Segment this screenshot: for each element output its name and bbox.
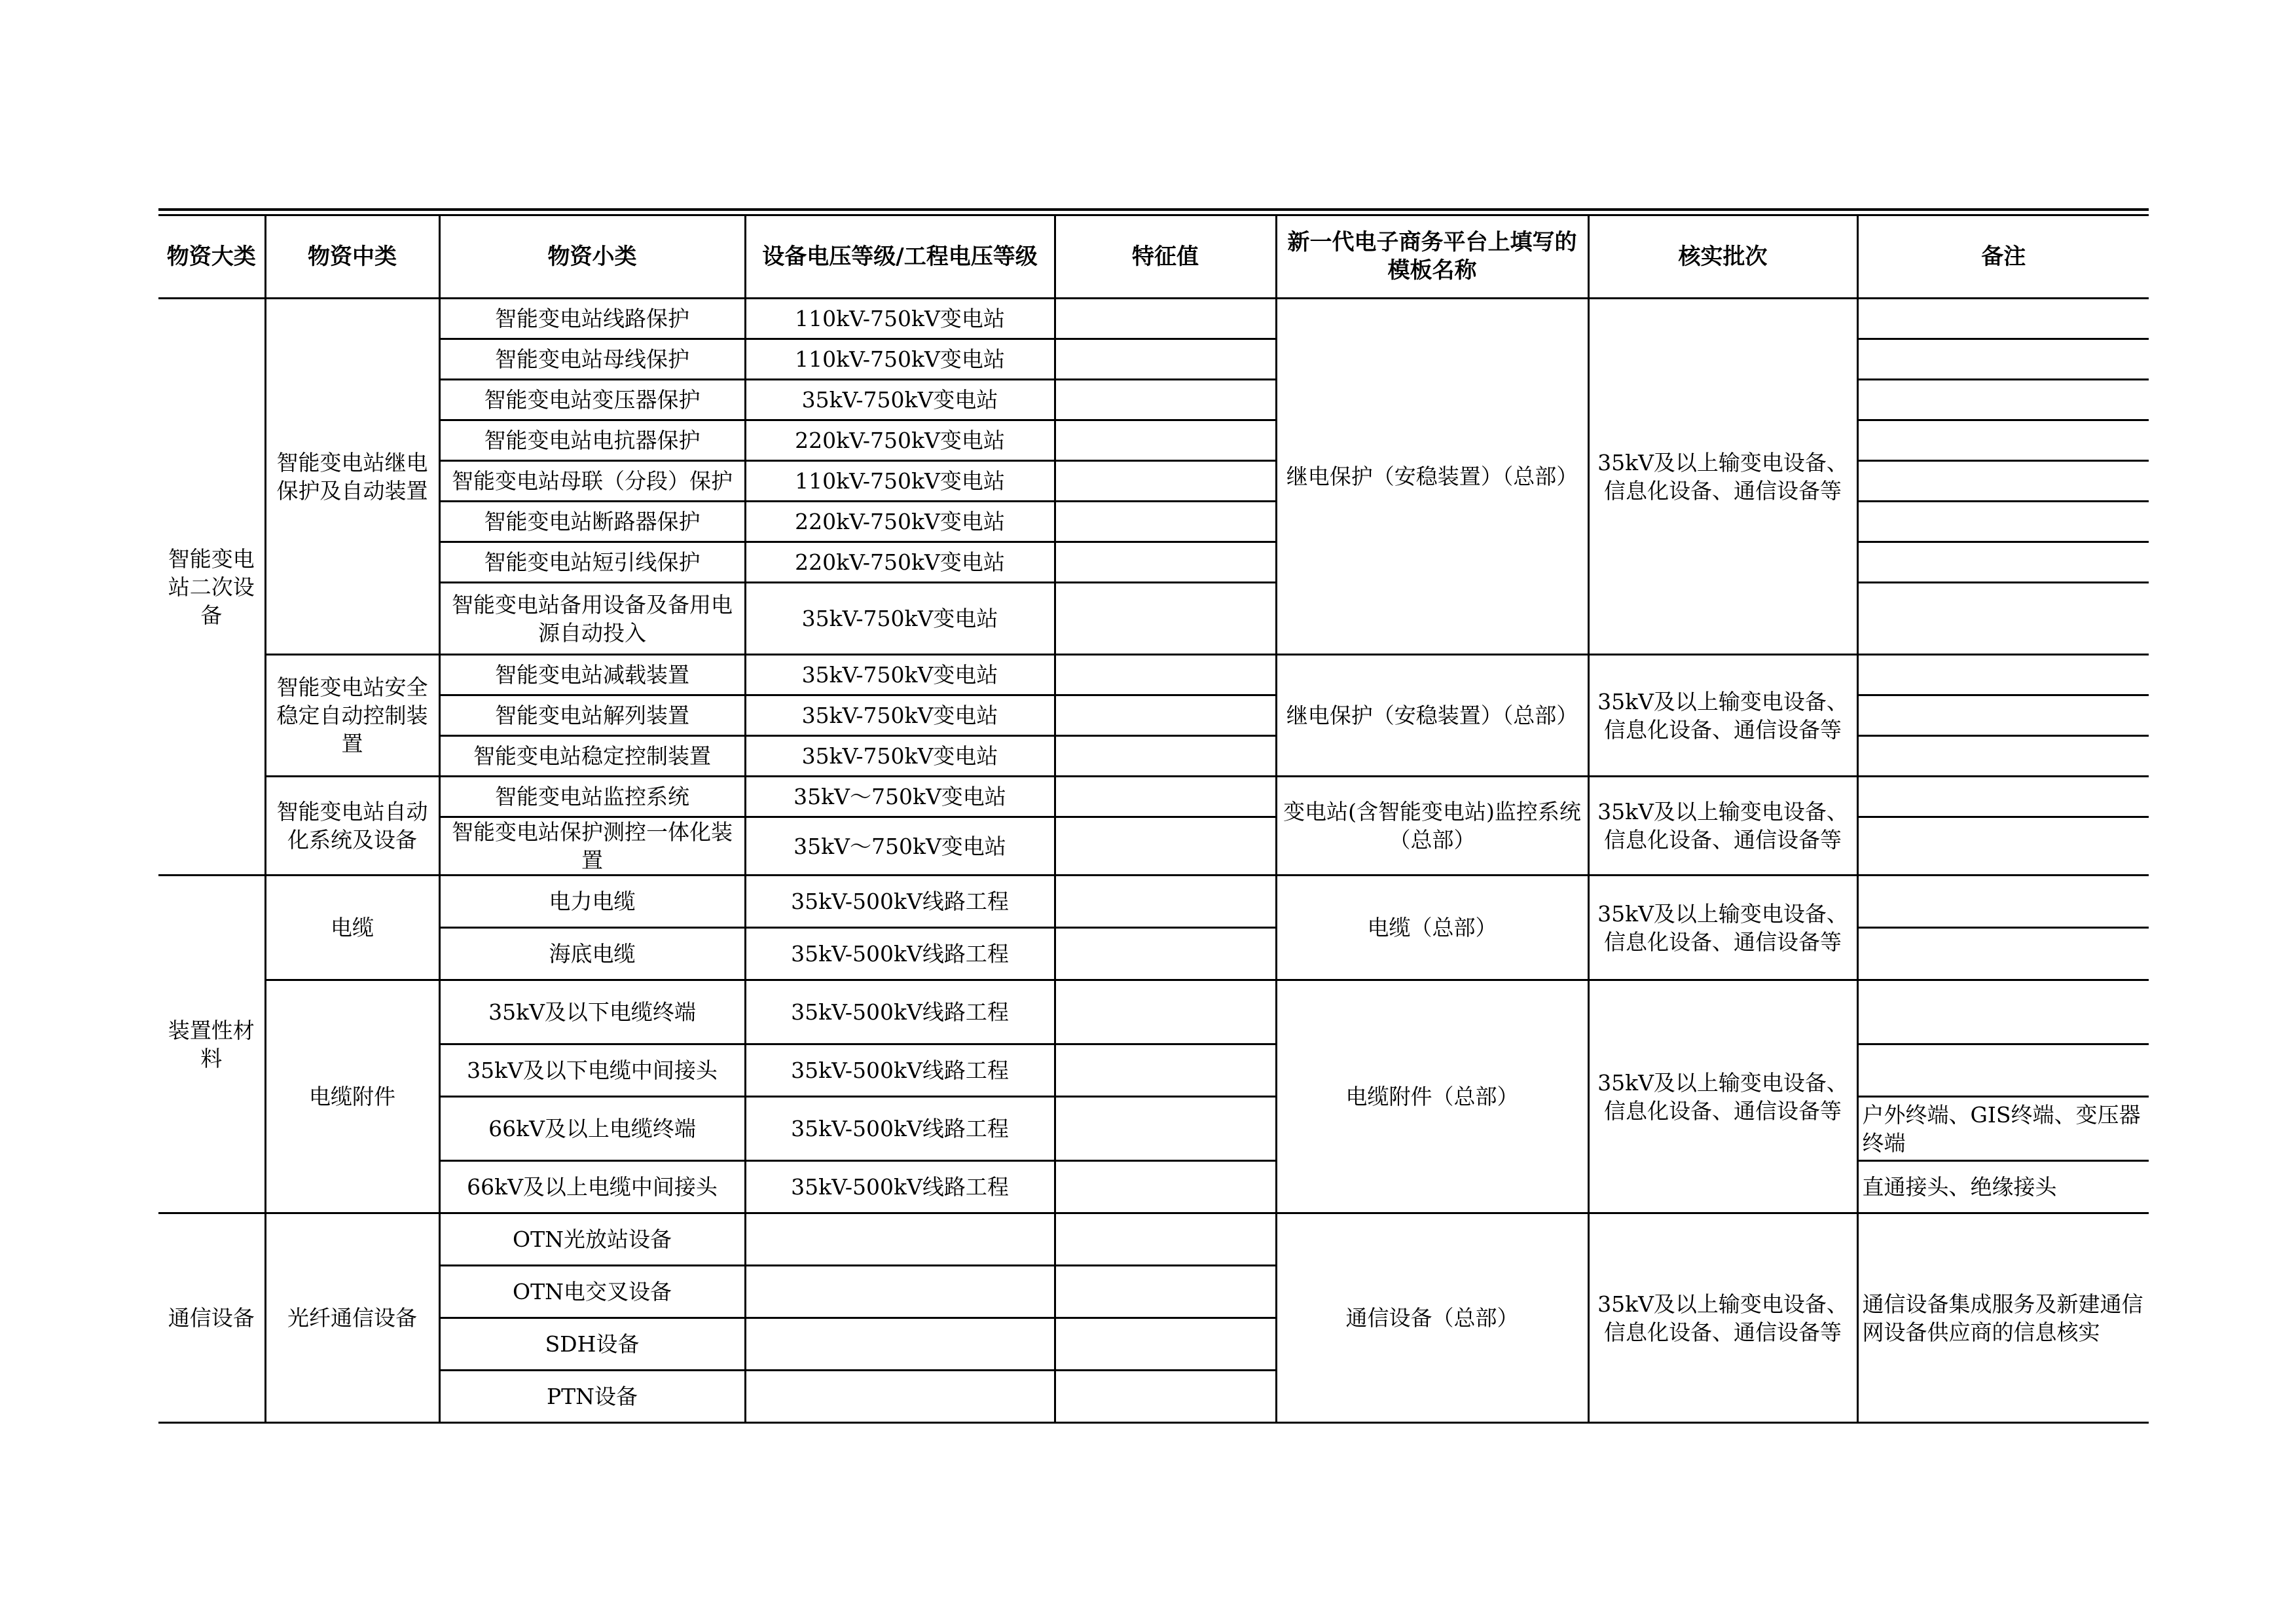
voltage-cell — [745, 1266, 1055, 1318]
sub-category-cell: 智能变电站稳定控制装置 — [439, 736, 745, 777]
voltage-cell: 110kV-750kV变电站 — [745, 461, 1055, 502]
remark-cell[interactable] — [1857, 655, 2149, 695]
characteristic-cell[interactable] — [1055, 876, 1276, 928]
mid-category-cell: 光纤通信设备 — [265, 1213, 439, 1423]
header-voltage-level: 设备电压等级/工程电压等级 — [745, 215, 1055, 299]
sub-category-cell: PTN设备 — [439, 1371, 745, 1423]
remark-cell[interactable] — [1857, 420, 2149, 461]
voltage-cell: 35kV-750kV变电站 — [745, 655, 1055, 695]
batch-cell: 35kV及以上输变电设备、信息化设备、通信设备等 — [1588, 876, 1857, 980]
major-category-cell: 智能变电站二次设备 — [158, 299, 265, 876]
sub-category-cell: 智能变电站备用设备及备用电源自动投入 — [439, 583, 745, 655]
sub-category-cell: 智能变电站变压器保护 — [439, 380, 745, 420]
voltage-cell: 220kV-750kV变电站 — [745, 502, 1055, 542]
voltage-cell: 35kV-500kV线路工程 — [745, 1044, 1055, 1097]
characteristic-cell[interactable] — [1055, 928, 1276, 980]
template-name-cell: 继电保护（安稳装置）（总部） — [1276, 655, 1588, 777]
header-sub-category: 物资小类 — [439, 215, 745, 299]
header-major-category: 物资大类 — [158, 215, 265, 299]
characteristic-cell[interactable] — [1055, 339, 1276, 380]
characteristic-cell[interactable] — [1055, 1266, 1276, 1318]
table-row — [158, 655, 2149, 695]
voltage-cell — [745, 1213, 1055, 1266]
table-row — [158, 980, 2149, 1044]
voltage-cell: 35kV～750kV变电站 — [745, 777, 1055, 817]
template-name-cell: 继电保护（安稳装置）（总部） — [1276, 299, 1588, 655]
characteristic-cell[interactable] — [1055, 1371, 1276, 1423]
voltage-cell: 110kV-750kV变电站 — [745, 299, 1055, 339]
sub-category-cell: 66kV及以上电缆中间接头 — [439, 1161, 745, 1213]
sub-category-cell: 智能变电站母线保护 — [439, 339, 745, 380]
header-template-name: 新一代电子商务平台上填写的模板名称 — [1276, 215, 1588, 299]
voltage-cell: 35kV-750kV变电站 — [745, 583, 1055, 655]
sub-category-cell: 智能变电站断路器保护 — [439, 502, 745, 542]
remark-cell[interactable]: 户外终端、GIS终端、变压器终端 — [1857, 1097, 2149, 1161]
remark-cell[interactable] — [1857, 928, 2149, 980]
mid-category-cell: 智能变电站自动化系统及设备 — [265, 777, 439, 876]
voltage-cell — [745, 1318, 1055, 1371]
characteristic-cell[interactable] — [1055, 502, 1276, 542]
characteristic-cell[interactable] — [1055, 1213, 1276, 1266]
characteristic-cell[interactable] — [1055, 461, 1276, 502]
characteristic-cell[interactable] — [1055, 1161, 1276, 1213]
header-remarks: 备注 — [1857, 215, 2149, 299]
sub-category-cell: 智能变电站解列装置 — [439, 695, 745, 736]
template-name-cell: 电缆（总部） — [1276, 876, 1588, 980]
voltage-cell: 35kV-500kV线路工程 — [745, 1097, 1055, 1161]
characteristic-cell[interactable] — [1055, 736, 1276, 777]
voltage-cell: 35kV-750kV变电站 — [745, 380, 1055, 420]
mid-category-cell: 电缆附件 — [265, 980, 439, 1213]
voltage-cell: 35kV-500kV线路工程 — [745, 980, 1055, 1044]
sub-category-cell: 35kV及以下电缆终端 — [439, 980, 745, 1044]
remark-cell[interactable] — [1857, 299, 2149, 339]
characteristic-cell[interactable] — [1055, 420, 1276, 461]
remark-cell[interactable] — [1857, 583, 2149, 655]
remark-cell[interactable] — [1857, 542, 2149, 583]
template-name-cell: 电缆附件（总部） — [1276, 980, 1588, 1213]
sub-category-cell: OTN电交叉设备 — [439, 1266, 745, 1318]
remark-cell[interactable] — [1857, 380, 2149, 420]
voltage-cell: 35kV-500kV线路工程 — [745, 1161, 1055, 1213]
materials-table — [158, 214, 2149, 1424]
remark-cell[interactable] — [1857, 876, 2149, 928]
characteristic-cell[interactable] — [1055, 299, 1276, 339]
characteristic-cell[interactable] — [1055, 980, 1276, 1044]
batch-cell: 35kV及以上输变电设备、信息化设备、通信设备等 — [1588, 299, 1857, 655]
remark-cell[interactable] — [1857, 695, 2149, 736]
remark-cell[interactable]: 直通接头、绝缘接头 — [1857, 1161, 2149, 1213]
characteristic-cell[interactable] — [1055, 695, 1276, 736]
header-verification-batch: 核实批次 — [1588, 215, 1857, 299]
mid-category-cell: 智能变电站安全稳定自动控制装置 — [265, 655, 439, 777]
template-name-cell: 通信设备（总部） — [1276, 1213, 1588, 1423]
remark-cell[interactable] — [1857, 461, 2149, 502]
voltage-cell: 110kV-750kV变电站 — [745, 339, 1055, 380]
remark-cell[interactable] — [1857, 339, 2149, 380]
characteristic-cell[interactable] — [1055, 380, 1276, 420]
voltage-cell — [745, 1371, 1055, 1423]
voltage-cell: 220kV-750kV变电站 — [745, 542, 1055, 583]
characteristic-cell[interactable] — [1055, 655, 1276, 695]
major-category-cell: 通信设备 — [158, 1213, 265, 1423]
voltage-cell: 35kV-500kV线路工程 — [745, 876, 1055, 928]
remark-cell[interactable] — [1857, 736, 2149, 777]
remark-cell[interactable] — [1857, 502, 2149, 542]
table-row — [158, 1213, 2149, 1266]
mid-category-cell: 电缆 — [265, 876, 439, 980]
sub-category-cell — [439, 461, 745, 502]
sub-category-cell: 智能变电站电抗器保护 — [439, 420, 745, 461]
sub-category-cell: 智能变电站监控系统 — [439, 777, 745, 817]
remark-cell[interactable] — [1857, 1044, 2149, 1097]
voltage-cell: 35kV-500kV线路工程 — [745, 928, 1055, 980]
batch-cell: 35kV及以上输变电设备、信息化设备、通信设备等 — [1588, 777, 1857, 876]
table-row — [158, 777, 2149, 817]
batch-cell: 35kV及以上输变电设备、信息化设备、通信设备等 — [1588, 980, 1857, 1213]
characteristic-cell[interactable] — [1055, 817, 1276, 876]
sub-category-cell: 智能变电站线路保护 — [439, 299, 745, 339]
major-category-cell: 装置性材料 — [158, 876, 265, 1213]
sub-category-cell: 海底电缆 — [439, 928, 745, 980]
remark-cell[interactable] — [1857, 777, 2149, 817]
batch-cell: 35kV及以上输变电设备、信息化设备、通信设备等 — [1588, 1213, 1857, 1423]
header-characteristic-value: 特征值 — [1055, 215, 1276, 299]
voltage-cell: 35kV-750kV变电站 — [745, 695, 1055, 736]
mid-category-cell: 智能变电站继电保护及自动装置 — [265, 299, 439, 655]
remark-cell[interactable] — [1857, 817, 2149, 876]
sub-category-cell: 智能变电站减载装置 — [439, 655, 745, 695]
sub-category-cell: 66kV及以上电缆终端 — [439, 1097, 745, 1161]
voltage-cell: 35kV-750kV变电站 — [745, 736, 1055, 777]
table-row — [158, 299, 2149, 339]
batch-cell: 35kV及以上输变电设备、信息化设备、通信设备等 — [1588, 655, 1857, 777]
sub-category-clipped-text: 智能变电站母联（分段）保护 — [452, 468, 733, 494]
sub-category-cell: SDH设备 — [439, 1318, 745, 1371]
characteristic-cell[interactable] — [1055, 542, 1276, 583]
header-mid-category: 物资中类 — [265, 215, 439, 299]
sub-category-cell: OTN光放站设备 — [439, 1213, 745, 1266]
voltage-cell: 220kV-750kV变电站 — [745, 420, 1055, 461]
remark-cell[interactable] — [1857, 980, 2149, 1044]
sub-category-cell: 35kV及以下电缆中间接头 — [439, 1044, 745, 1097]
table-row — [158, 876, 2149, 928]
header-row — [158, 215, 2149, 299]
sub-category-cell: 电力电缆 — [439, 876, 745, 928]
voltage-cell: 35kV～750kV变电站 — [745, 817, 1055, 876]
table-top-double-rule — [158, 208, 2149, 211]
characteristic-cell[interactable] — [1055, 1044, 1276, 1097]
sub-category-cell: 智能变电站短引线保护 — [439, 542, 745, 583]
sub-category-cell: 智能变电站保护测控一体化装置 — [439, 817, 745, 876]
characteristic-cell[interactable] — [1055, 1318, 1276, 1371]
characteristic-cell[interactable] — [1055, 583, 1276, 655]
template-name-cell: 变电站(含智能变电站)监控系统（总部） — [1276, 777, 1588, 876]
characteristic-cell[interactable] — [1055, 1097, 1276, 1161]
remark-cell[interactable]: 通信设备集成服务及新建通信网设备供应商的信息核实 — [1857, 1213, 2149, 1423]
characteristic-cell[interactable] — [1055, 777, 1276, 817]
